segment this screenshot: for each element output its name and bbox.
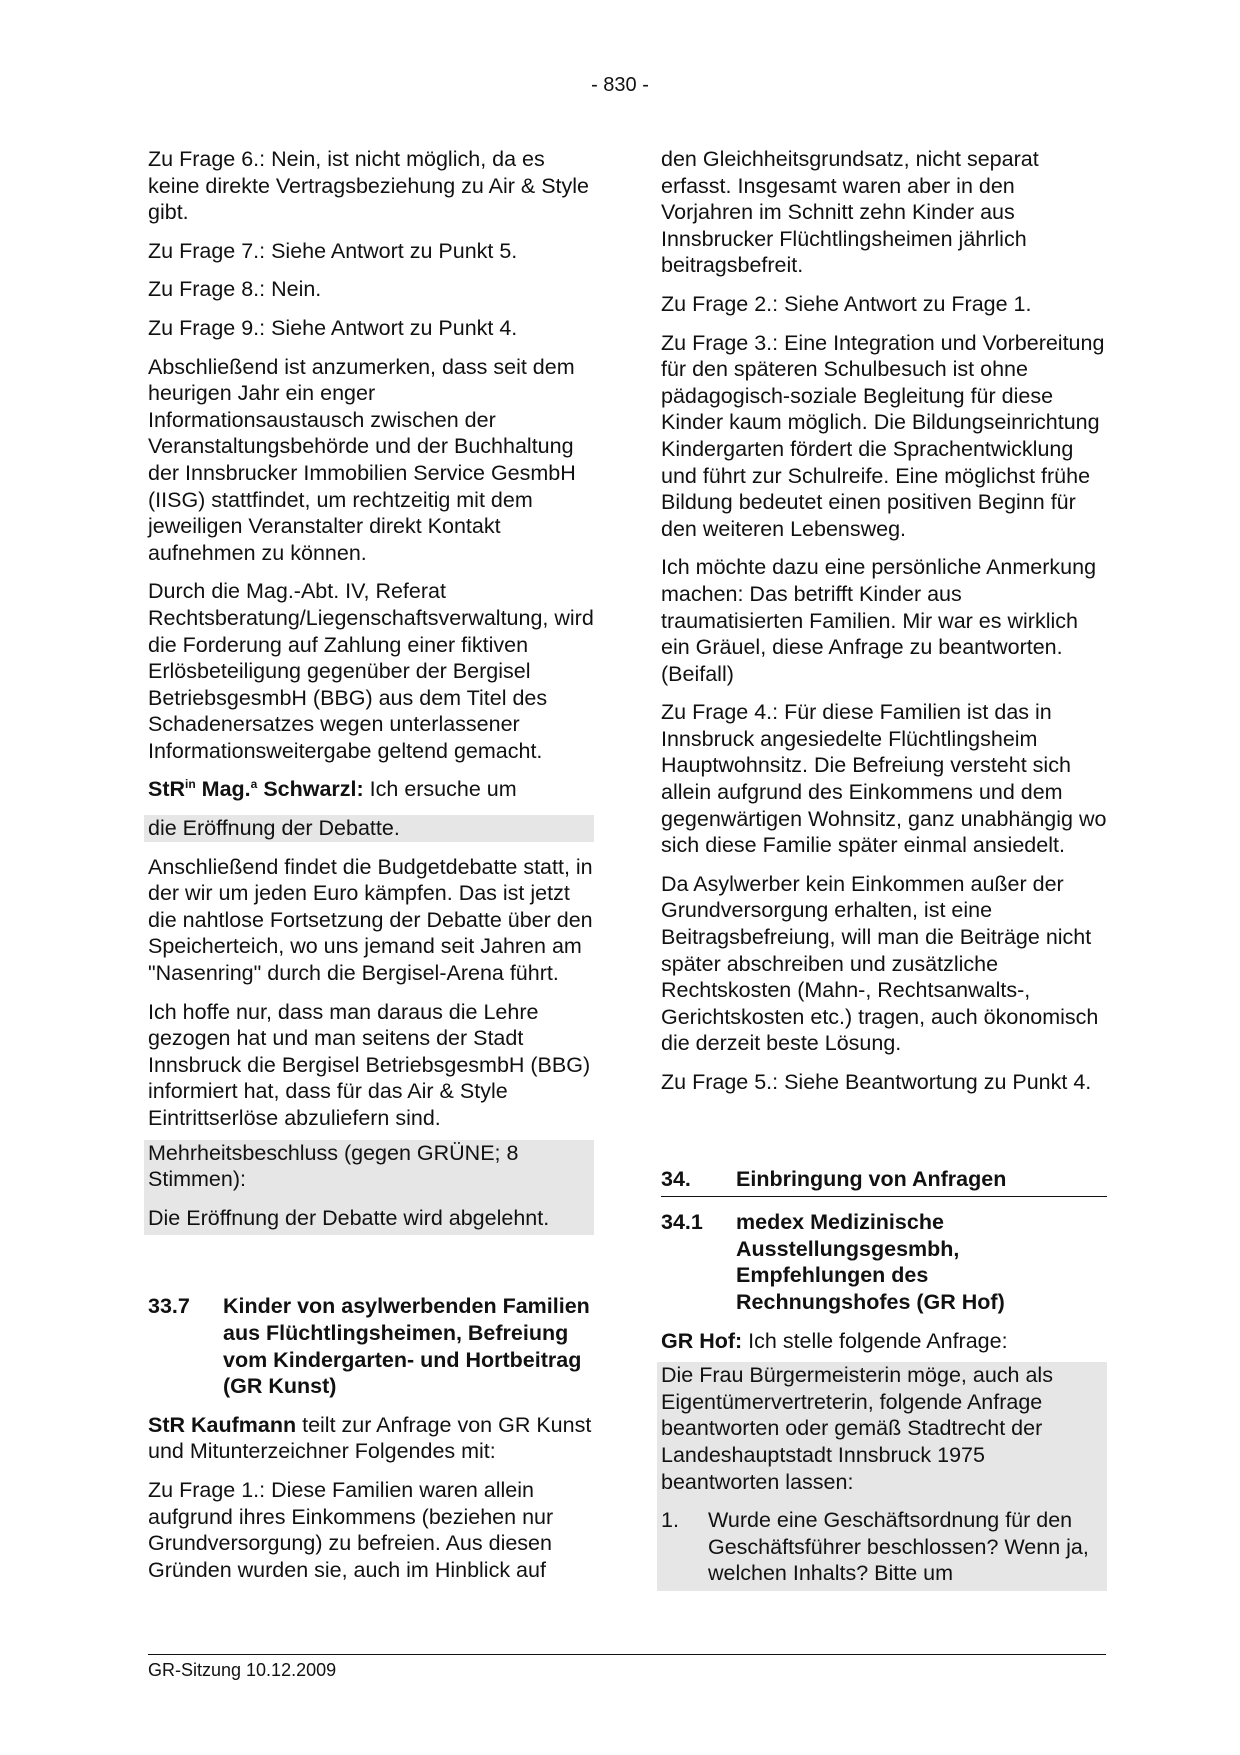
paragraph: Zu Frage 5.: Siehe Beantwortung zu Punkt 4. (661, 1070, 1092, 1094)
paragraph: Da Asylwerber kein Einkommen außer der Grundversorgung erhalten, ist eine Beitragsbefreiung, will man die Beiträge nicht später abschreiben und zusätzliche Rechtskosten (Mahn-, Rechtsanwalts-, Gerichtskosten etc.) tragen, auch ökonomisch die derzeit beste Lösung. (661, 871, 1099, 1056)
paragraph: Zu Frage 6.: Nein, ist nicht möglich, da es keine direkte Vertragsbeziehung zu Air & Style gibt. (148, 147, 590, 225)
paragraph: Ich möchte dazu eine persönliche Anmerkung machen: Das betrifft Kinder aus traumatisierten Familien. Mir war es wirklich ein Gräuel, diese Anfrage zu beantworten. (Beifall) (661, 555, 1097, 686)
motion-text: die Eröffnung der Debatte. (144, 815, 594, 842)
speaker-statement: GR Hof: Ich stelle folgende Anfrage: (661, 1328, 1008, 1353)
paragraph: Abschließend ist anzumerken, dass seit dem heurigen Jahr ein enger Informationsaustausch zwischen der Veranstaltungsbehörde und der Buchhaltung der Innsbrucker Immobilien Service GesmbH (IISG) stattfindet, um rechtzeitig mit dem jeweiligen Veranstalter direkt Kontakt aufnehmen zu können. (148, 354, 576, 565)
paragraph: Durch die Mag.-Abt. IV, Referat Rechtsberatung/Liegenschaftsverwaltung, wird die Forderung auf Zahlung einer fiktiven Erlösbeteiligung gegenüber der Bergisel BetriebsgesmbH (BBG) aus dem Titel des Schadenersatzes wegen unterlassener Informationsweitergabe geltend gemacht. (148, 579, 594, 763)
speaker-name: GR Hof: (661, 1328, 743, 1353)
paragraph: den Gleichheitsgrundsatz, nicht separat erfasst. Insgesamt waren aber in den Vorjahren im Schnitt zehn Kinder aus Innsbrucker Flüchtlingsheimen jährlich beitragsbefreit. (661, 147, 1039, 278)
request-text: Die Frau Bürgermeisterin möge, auch als Eigentümervertreterin, folgende Anfrage beantworten oder gemäß Stadtrecht der Landeshauptstadt Innsbruck 1975 beantworten lassen: (661, 1363, 1053, 1494)
section-title: Kinder von asylwerbenden Familien aus Flüchtlingsheimen, Befreiung vom Kindergarten- und Hortbeitrag (GR Kunst) (223, 1294, 590, 1399)
paragraph: Zu Frage 2.: Siehe Antwort zu Frage 1. (661, 291, 1032, 316)
section-title: Einbringung von Anfragen (736, 1166, 1007, 1191)
right-column (661, 146, 1107, 1591)
list-text: Wurde eine Geschäftsordnung für den Geschäftsführer beschlossen? Wenn ja, welchen Inhalts? Bitte um (708, 1508, 1089, 1586)
footer-text: GR-Sitzung 10.12.2009 (148, 1660, 337, 1680)
paragraph: Zu Frage 3.: Eine Integration und Vorbereitung für den späteren Schulbesuch ist ohne pädagogisch-soziale Begleitung für diese Kinder kaum möglich. Die Bildungseinrichtung Kindergarten fördert die Sprachentwicklung und führt zur Schulreife. Eine möglichst frühe Bildung bedeutet einen positiven Beginn für den weiteren Lebensweg. (661, 330, 1105, 541)
paragraph: Zu Frage 4.: Für diese Familien ist das in Innsbruck angesiedelte Flüchtlingsheim Hauptwohnsitz. Die Befreiung versteht sich allein aufgrund des Einkommens und dem gegenwärtigen Wohnsitz, ganz unabhängig wo sich diese Familie später einmal ansiedelt. (661, 700, 1107, 858)
paragraph: Zu Frage 7.: Siehe Antwort zu Punkt 5. (148, 238, 518, 263)
paragraph: Zu Frage 8.: Nein. (148, 277, 322, 302)
paragraph: Zu Frage 1.: Diese Familien waren allein aufgrund ihres Einkommens (beziehen nur Grundversorgung) zu befreien. Aus diesen Gründen wurden sie, auch im Hinblick auf (148, 1477, 554, 1582)
left-column (148, 146, 594, 1595)
section-title: medex Medizinische Ausstellungsgesmbh, Empfehlungen des Rechnungshofes (GR Hof) (736, 1210, 1005, 1314)
paragraph: Zu Frage 9.: Siehe Antwort zu Punkt 4. (148, 315, 518, 340)
section-heading-34-1 (661, 1209, 1107, 1315)
page-number: - 830 - (591, 74, 649, 96)
paragraph: Ich hoffe nur, dass man daraus die Lehre gezogen hat und man seitens der Stadt Innsbruck die Bergisel BetriebsgesmbH (BBG) informiert hat, dass für das Air & Style Eintrittserlöse abzuliefern sind. (148, 999, 591, 1130)
section-heading-33-7 (148, 1293, 594, 1399)
section-number: 33.7 (148, 1294, 190, 1319)
paragraph: Anschließend findet die Budgetdebatte statt, in der wir um jeden Euro kämpfen. Das ist jetzt die nahtlose Fortsetzung der Debatte über den Speicherteich, wo uns jemand seit Jahren am "Nasenring" durch die Bergisel-Arena führt. (148, 854, 593, 986)
speaker-statement: StR$^{in}$ Mag.$^a$ Schwarzl: Ich ersuche um (148, 777, 517, 802)
section-number: 34. (661, 1166, 691, 1191)
footer-divider (148, 1654, 1106, 1655)
section-number: 34.1 (661, 1210, 703, 1235)
section-heading-34 (661, 1166, 1107, 1198)
resolution-box (144, 1140, 594, 1236)
resolution-vote: Mehrheitsbeschluss (gegen GRÜNE; 8 Stimmen): (148, 1140, 519, 1192)
speaker-statement: StR Kaufmann teilt zur Anfrage von GR Kunst und Mitunterzeichner Folgendes mit: (148, 1412, 592, 1464)
list-item (661, 1507, 1107, 1587)
resolution-result: Die Eröffnung der Debatte wird abgelehnt. (148, 1205, 550, 1230)
speaker-name: StR$^{in}$ Mag.$^a$ Schwarzl: (148, 777, 364, 802)
list-number: 1. (661, 1508, 679, 1533)
request-box (657, 1362, 1107, 1591)
speaker-name: StR Kaufmann (148, 1412, 297, 1437)
